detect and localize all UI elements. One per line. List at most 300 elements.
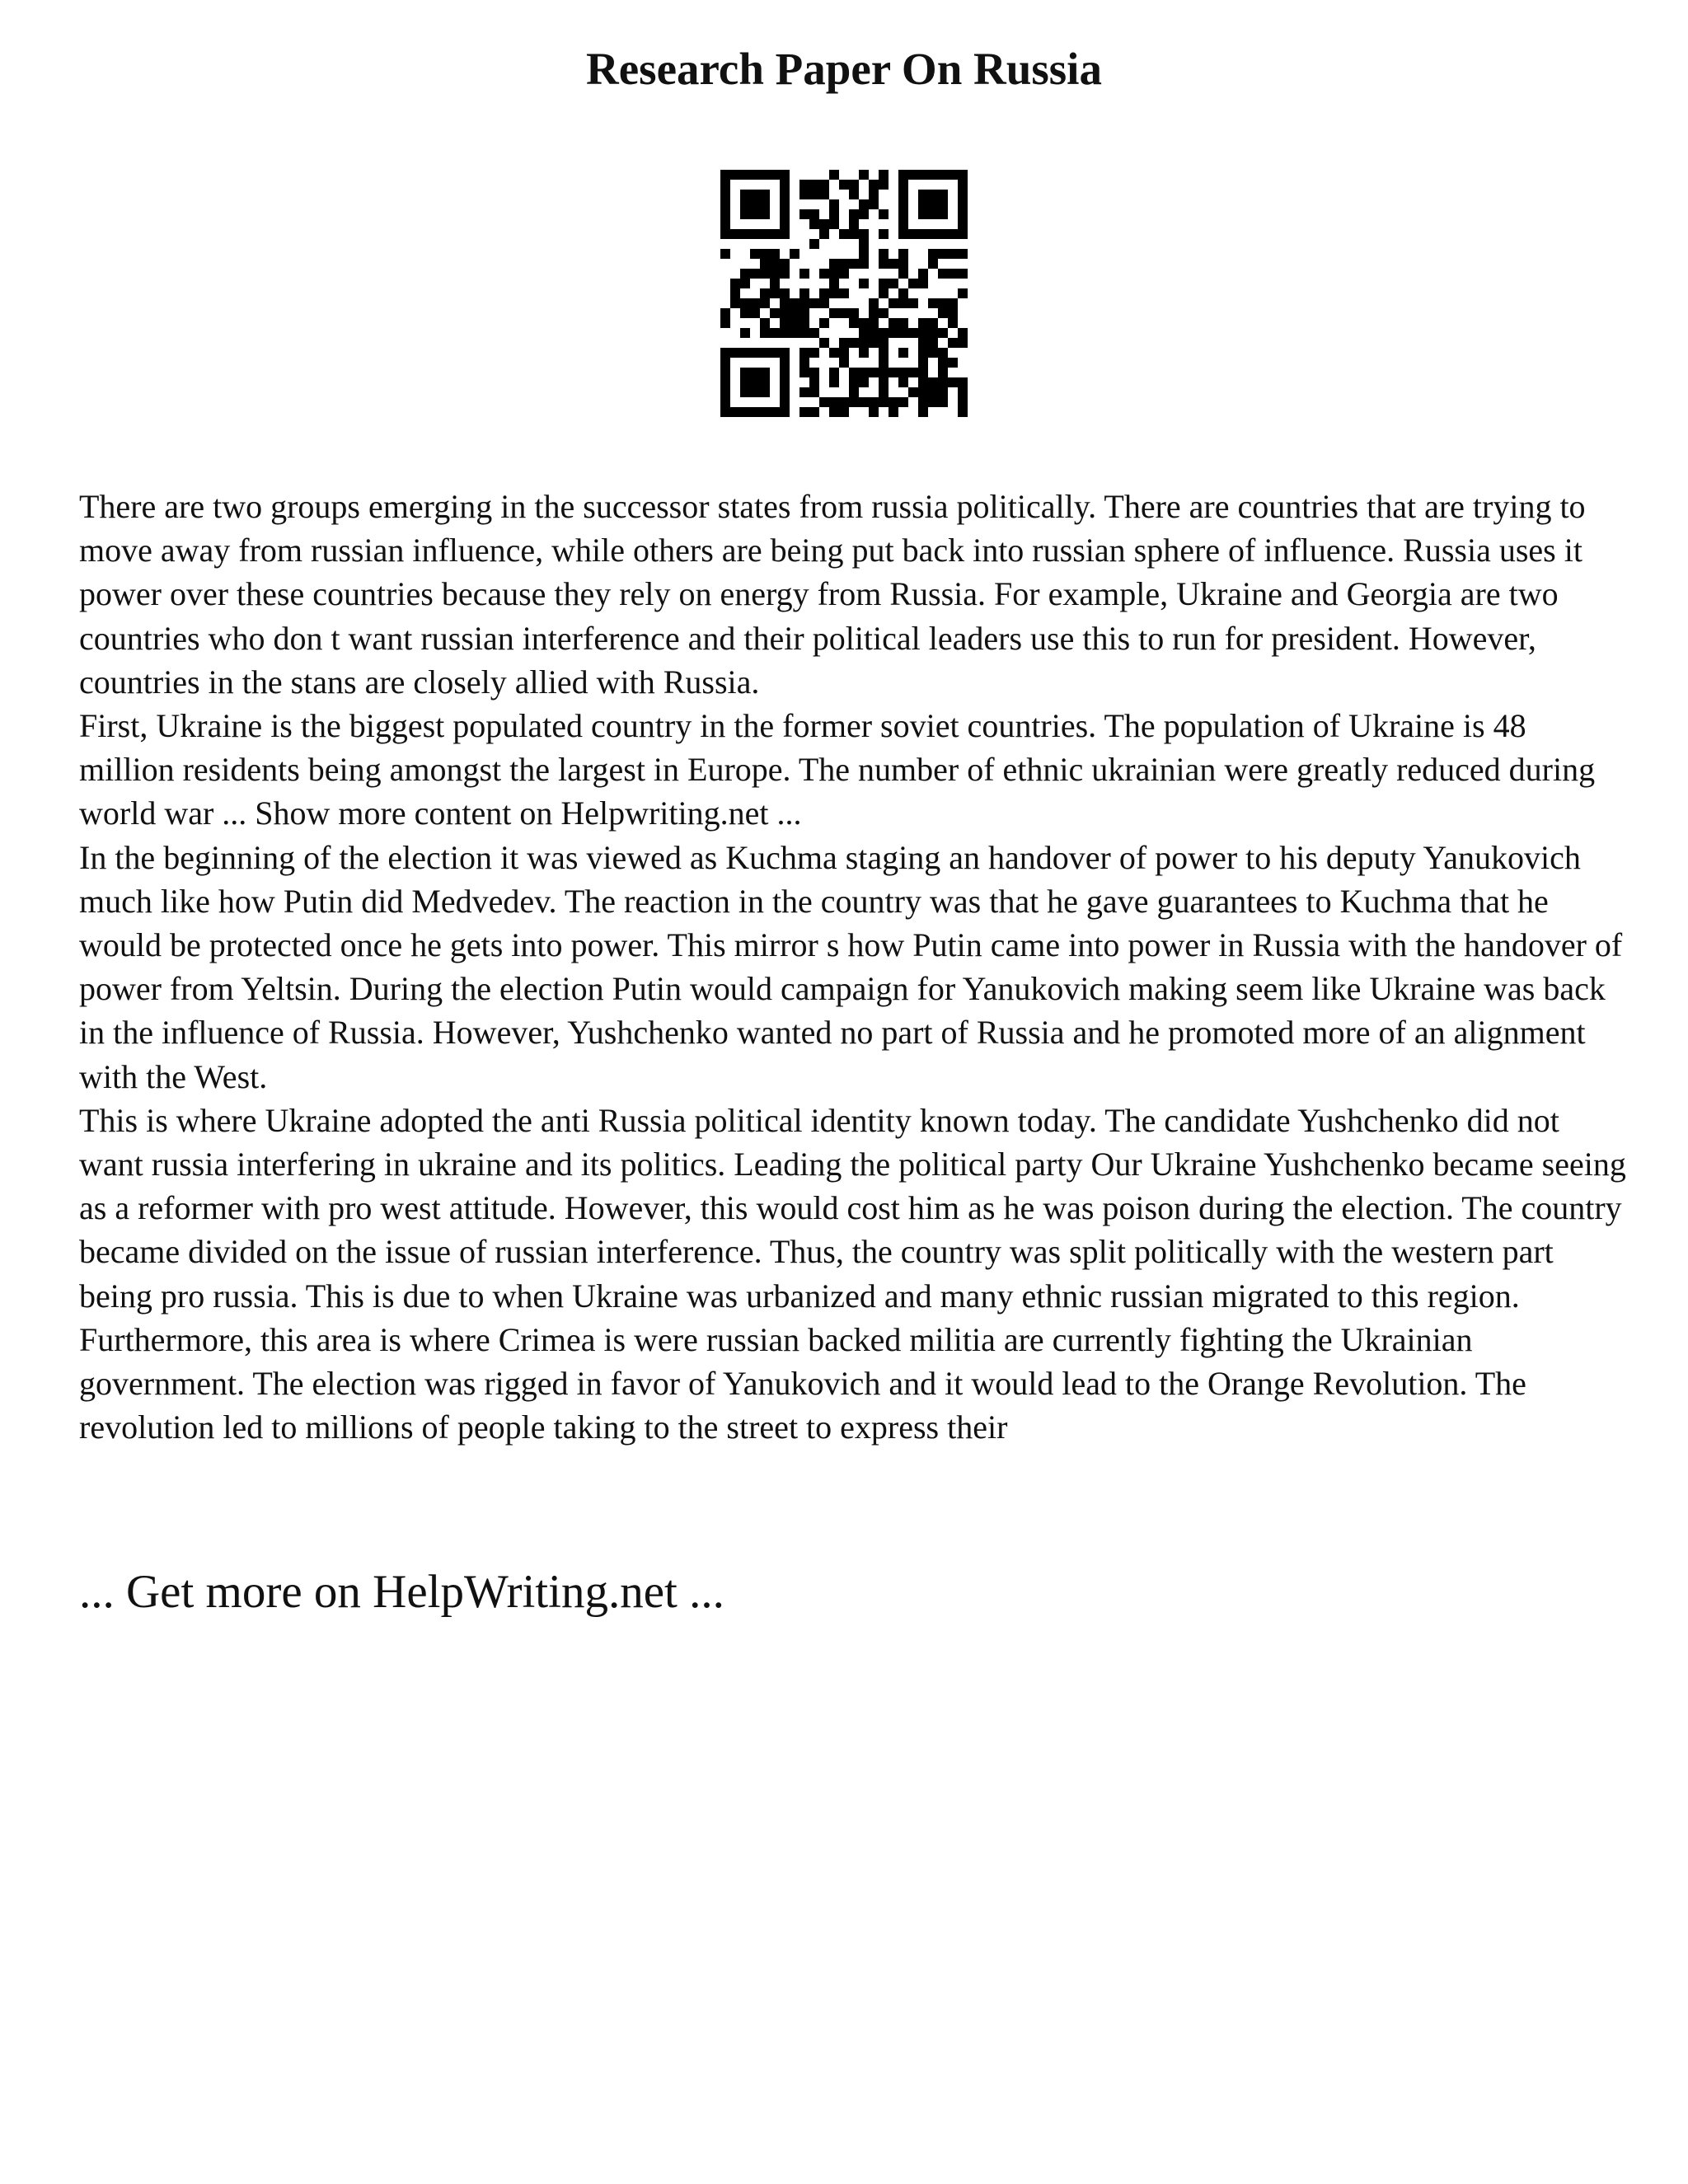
qr-module (819, 190, 829, 199)
qr-module (849, 308, 859, 318)
qr-module (898, 199, 908, 209)
qr-module (780, 348, 790, 358)
qr-module (879, 249, 889, 259)
qr-module (849, 318, 859, 328)
qr-module (780, 259, 790, 269)
qr-module (720, 219, 730, 229)
qr-module (928, 209, 938, 219)
qr-module (879, 170, 889, 180)
qr-module (839, 259, 849, 269)
qr-module (730, 229, 740, 239)
qr-module (819, 269, 829, 279)
qr-module (799, 209, 809, 219)
qr-module (760, 199, 770, 209)
qr-module (740, 407, 750, 417)
qr-module (938, 387, 948, 397)
qr-module (839, 338, 849, 348)
qr-module (740, 348, 750, 358)
qr-module (829, 199, 839, 209)
qr-module (819, 229, 829, 239)
qr-module (948, 318, 958, 328)
qr-module (948, 229, 958, 239)
qr-module (750, 269, 760, 279)
qr-module (918, 199, 928, 209)
qr-module (938, 229, 948, 239)
qr-module (770, 407, 780, 417)
qr-module (770, 308, 780, 318)
qr-module (720, 358, 730, 368)
qr-module (750, 308, 760, 318)
qr-module (849, 338, 859, 348)
qr-module (958, 387, 968, 397)
qr-module (898, 348, 908, 358)
qr-module (760, 387, 770, 397)
qr-module (760, 328, 770, 338)
qr-module (720, 249, 730, 259)
qr-module (839, 397, 849, 407)
qr-module (720, 199, 730, 209)
qr-module (740, 229, 750, 239)
qr-module (958, 199, 968, 209)
qr-module (859, 229, 869, 239)
qr-module (760, 407, 770, 417)
qr-module (918, 190, 928, 199)
qr-module (790, 318, 799, 328)
qr-module (740, 298, 750, 308)
qr-module (859, 368, 869, 377)
qr-module (790, 298, 799, 308)
qr-module (760, 249, 770, 259)
qr-module (740, 170, 750, 180)
qr-module (879, 368, 889, 377)
qr-module (918, 348, 928, 358)
qr-module (780, 180, 790, 190)
qr-module (869, 318, 879, 328)
qr-module (958, 328, 968, 338)
qr-module (829, 377, 839, 387)
qr-module (839, 288, 849, 298)
qr-module (720, 377, 730, 387)
qr-module (829, 269, 839, 279)
qr-module (869, 407, 879, 417)
qr-module (859, 348, 869, 358)
qr-module (898, 170, 908, 180)
qr-module (898, 259, 908, 269)
qr-module (730, 279, 740, 288)
qr-module (879, 288, 889, 298)
qr-module (928, 249, 938, 259)
qr-module (898, 180, 908, 190)
qr-module (898, 288, 908, 298)
qr-module (799, 308, 809, 318)
qr-module (859, 397, 869, 407)
qr-module (928, 229, 938, 239)
qr-module (780, 199, 790, 209)
qr-module (750, 229, 760, 239)
qr-module (839, 358, 849, 368)
qr-module (720, 209, 730, 219)
qr-module (938, 358, 948, 368)
qr-module (809, 209, 819, 219)
qr-module (780, 209, 790, 219)
qr-module (809, 190, 819, 199)
qr-module (720, 308, 730, 318)
qr-module (780, 407, 790, 417)
qr-module (879, 308, 889, 318)
qr-module (849, 190, 859, 199)
qr-module (780, 170, 790, 180)
qr-module (958, 180, 968, 190)
qr-module (770, 348, 780, 358)
qr-module (879, 397, 889, 407)
qr-module (829, 209, 839, 219)
qr-module (898, 249, 908, 259)
qr-module (819, 180, 829, 190)
qr-module (839, 348, 849, 358)
qr-module (918, 269, 928, 279)
qr-code-graphic (720, 170, 968, 417)
qr-module (780, 397, 790, 407)
qr-module (928, 259, 938, 269)
qr-module (869, 308, 879, 318)
qr-module (928, 377, 938, 387)
qr-module (889, 397, 898, 407)
qr-module (849, 259, 859, 269)
qr-module (958, 338, 968, 348)
qr-module (849, 368, 859, 377)
qr-module (948, 308, 958, 318)
get-more-link[interactable]: ... Get more on HelpWriting.net ... (79, 1566, 724, 1618)
qr-module (918, 368, 928, 377)
qr-module (720, 170, 730, 180)
qr-module (928, 397, 938, 407)
qr-module (879, 338, 889, 348)
qr-module (898, 328, 908, 338)
qr-module (938, 348, 948, 358)
qr-module (879, 358, 889, 368)
qr-module (809, 298, 819, 308)
qr-module (849, 219, 859, 229)
qr-module (780, 190, 790, 199)
qr-module (928, 348, 938, 358)
qr-module (869, 328, 879, 338)
qr-module (750, 387, 760, 397)
qr-module (948, 298, 958, 308)
qr-module (819, 397, 829, 407)
qr-module (720, 348, 730, 358)
qr-module (869, 199, 879, 209)
qr-module (809, 407, 819, 417)
qr-module (819, 288, 829, 298)
qr-module (889, 318, 898, 328)
qr-module (879, 377, 889, 387)
qr-module (948, 249, 958, 259)
qr-module (958, 377, 968, 387)
qr-module (879, 209, 889, 219)
qr-module (730, 288, 740, 298)
qr-module (889, 279, 898, 288)
qr-module (879, 348, 889, 358)
qr-module (750, 199, 760, 209)
qr-module (928, 338, 938, 348)
qr-module (859, 199, 869, 209)
qr-module (958, 170, 968, 180)
qr-module (740, 209, 750, 219)
qr-module (879, 279, 889, 288)
page-title: Research Paper On Russia (586, 44, 1102, 94)
qr-module (938, 269, 948, 279)
qr-module (918, 397, 928, 407)
qr-module (780, 219, 790, 229)
qr-module (780, 229, 790, 239)
qr-module (859, 249, 869, 259)
qr-module (780, 318, 790, 328)
qr-module (720, 180, 730, 190)
qr-module (908, 229, 918, 239)
qr-module (760, 368, 770, 377)
qr-module (898, 397, 908, 407)
qr-module (889, 298, 898, 308)
qr-module (760, 209, 770, 219)
qr-module (869, 190, 879, 199)
qr-module (740, 269, 750, 279)
qr-module (829, 348, 839, 358)
qr-module (898, 368, 908, 377)
qr-module (720, 387, 730, 397)
qr-module (829, 407, 839, 417)
qr-module (948, 377, 958, 387)
qr-module (908, 298, 918, 308)
qr-module (859, 209, 869, 219)
qr-module (869, 397, 879, 407)
qr-module (720, 229, 730, 239)
qr-module (760, 298, 770, 308)
qr-module (918, 387, 928, 397)
qr-module (928, 387, 938, 397)
qr-module (799, 318, 809, 328)
qr-module (750, 170, 760, 180)
qr-module (809, 239, 819, 249)
qr-module (799, 407, 809, 417)
qr-module (790, 308, 799, 318)
qr-module (720, 318, 730, 328)
qr-module (790, 249, 799, 259)
qr-module (730, 407, 740, 417)
qr-module (750, 249, 760, 259)
qr-module (829, 259, 839, 269)
qr-module (760, 348, 770, 358)
qr-module (799, 387, 809, 397)
qr-module (869, 338, 879, 348)
qr-module (869, 298, 879, 308)
qr-module (720, 190, 730, 199)
qr-module (938, 328, 948, 338)
qr-module (879, 387, 889, 397)
qr-module (849, 180, 859, 190)
qr-module (760, 190, 770, 199)
qr-module (829, 170, 839, 180)
qr-module (770, 259, 780, 269)
qr-module (730, 170, 740, 180)
qr-module (859, 259, 869, 269)
qr-module (809, 387, 819, 397)
qr-module (879, 328, 889, 338)
qr-module (869, 368, 879, 377)
qr-module (750, 209, 760, 219)
qr-module (829, 368, 839, 377)
qr-module (799, 298, 809, 308)
qr-module (770, 249, 780, 259)
qr-module (750, 368, 760, 377)
qr-module (918, 209, 928, 219)
qr-module (740, 377, 750, 387)
qr-module (859, 239, 869, 249)
qr-module (849, 209, 859, 219)
qr-module (849, 229, 859, 239)
qr-module (928, 328, 938, 338)
qr-module (799, 348, 809, 358)
qr-module (938, 308, 948, 318)
qr-module (849, 387, 859, 397)
qr-module (760, 377, 770, 387)
qr-module (898, 298, 908, 308)
qr-module (918, 338, 928, 348)
qr-module (948, 338, 958, 348)
qr-module (839, 269, 849, 279)
qr-module (740, 328, 750, 338)
qr-module (799, 368, 809, 377)
qr-module (859, 279, 869, 288)
qr-module (750, 190, 760, 199)
qr-module (809, 348, 819, 358)
qr-module (799, 358, 809, 368)
qr-module (750, 348, 760, 358)
qr-module (829, 397, 839, 407)
qr-module (948, 170, 958, 180)
paragraph: There are two groups emerging in the successor states from russia politically. There are countries that are trying to move away from russian influence, while others are being put back into russian sphere of influence. Russia uses it power over these countries because they rely on energy from Russia. For example, Ukraine and Georgia are two countries who don t want russian interference and their political leaders use this to run for president. However, countries in the stans are closely allied with Russia. (79, 488, 1586, 701)
qr-module (770, 328, 780, 338)
qr-module (908, 170, 918, 180)
qr-module (918, 279, 928, 288)
qr-module (898, 209, 908, 219)
qr-module (958, 229, 968, 239)
qr-module (958, 190, 968, 199)
qr-module (760, 318, 770, 328)
qr-module (750, 298, 760, 308)
qr-module (829, 308, 839, 318)
qr-module (938, 209, 948, 219)
qr-module (958, 209, 968, 219)
qr-module (730, 298, 740, 308)
qr-module (750, 407, 760, 417)
qr-module (879, 180, 889, 190)
qr-module (809, 328, 819, 338)
qr-module (829, 219, 839, 229)
qr-module (740, 199, 750, 209)
qr-module (918, 318, 928, 328)
qr-module (780, 358, 790, 368)
qr-module (928, 190, 938, 199)
qr-module (770, 229, 780, 239)
qr-module (958, 397, 968, 407)
qr-module (720, 407, 730, 417)
qr-module (938, 170, 948, 180)
qr-module (928, 298, 938, 308)
qr-module (918, 170, 928, 180)
qr-module (938, 377, 948, 387)
paragraph: This is where Ukraine adopted the anti Russia political identity known today. The candidate Yushchenko did not want russia interfering in ukraine and its politics. Leading the political party Our Ukraine Yushchenko became seeing as a reformer with pro west attitude. However, this would cost him as he was poison during the election. The country became divided on the issue of russian interference. Thus, the country was split politically with the western part being pro russia. This is due to when Ukraine was urbanized and many ethnic russian migrated to this region. Furthermore, this area is where Crimea is were russian backed militia are currently fighting the Ukrainian government. The election was rigged in favor of Yanukovich and it would lead to the Orange Revolution. The revolution led to millions of people taking to the street to express their (79, 1101, 1626, 1446)
qr-module (889, 259, 898, 269)
qr-module (819, 318, 829, 328)
paragraph: In the beginning of the election it was viewed as Kuchma staging an handover of power to his deputy Yanukovich much like how Putin did Medvedev. The reaction in the country was that he gave guarantees to Kuchma that he would be protected once he gets into power. This mirror s how Putin came into power in Russia with the handover of power from Yeltsin. During the election Putin would campaign for Yanukovich making seem like Ukraine was back in the influence of Russia. However, Yushchenko wanted no part of Russia and he promoted more of an alignment with the West. (79, 838, 1623, 1095)
qr-module (760, 288, 770, 298)
qr-module (898, 269, 908, 279)
qr-module (958, 288, 968, 298)
qr-module (918, 377, 928, 387)
qr-module (799, 190, 809, 199)
qr-module (918, 229, 928, 239)
qr-module (770, 279, 780, 288)
qr-module (938, 199, 948, 209)
qr-module (780, 269, 790, 279)
qr-module (958, 269, 968, 279)
qr-module (829, 288, 839, 298)
qr-module (859, 338, 869, 348)
qr-module (889, 328, 898, 338)
qr-module (918, 328, 928, 338)
qr-module (720, 368, 730, 377)
qr-module (898, 318, 908, 328)
qr-module (948, 269, 958, 279)
qr-module (928, 170, 938, 180)
qr-module (859, 328, 869, 338)
qr-module (859, 377, 869, 387)
qr-module (799, 328, 809, 338)
qr-module (908, 328, 918, 338)
qr-module (849, 377, 859, 387)
qr-module (780, 387, 790, 397)
qr-module (898, 219, 908, 229)
qr-module (859, 318, 869, 328)
qr-module (938, 190, 948, 199)
qr-module (839, 229, 849, 239)
qr-module (839, 407, 849, 417)
qr-module (720, 397, 730, 407)
qr-module (819, 219, 829, 229)
qr-module (740, 279, 750, 288)
qr-module (829, 279, 839, 288)
qr-module (928, 199, 938, 209)
qr-module (760, 229, 770, 239)
qr-module (770, 288, 780, 298)
paragraph: First, Ukraine is the biggest populated country in the former soviet countries. The population of Ukraine is 48 million residents being amongst the largest in Europe. The number of ethnic ukrainian were greatly reduced during world war ... Show more content on Helpwriting.net ... (79, 707, 1596, 832)
qr-module (839, 180, 849, 190)
qr-module (948, 358, 958, 368)
qr-module (898, 190, 908, 199)
qr-module (889, 368, 898, 377)
qr-module (799, 269, 809, 279)
qr-module (859, 170, 869, 180)
qr-module (849, 397, 859, 407)
qr-module (780, 298, 790, 308)
qr-module (780, 328, 790, 338)
qr-module (809, 219, 819, 229)
qr-module (839, 308, 849, 318)
qr-module (928, 318, 938, 328)
qr-module (809, 180, 819, 190)
qr-module (938, 298, 948, 308)
qr-module (889, 407, 898, 417)
